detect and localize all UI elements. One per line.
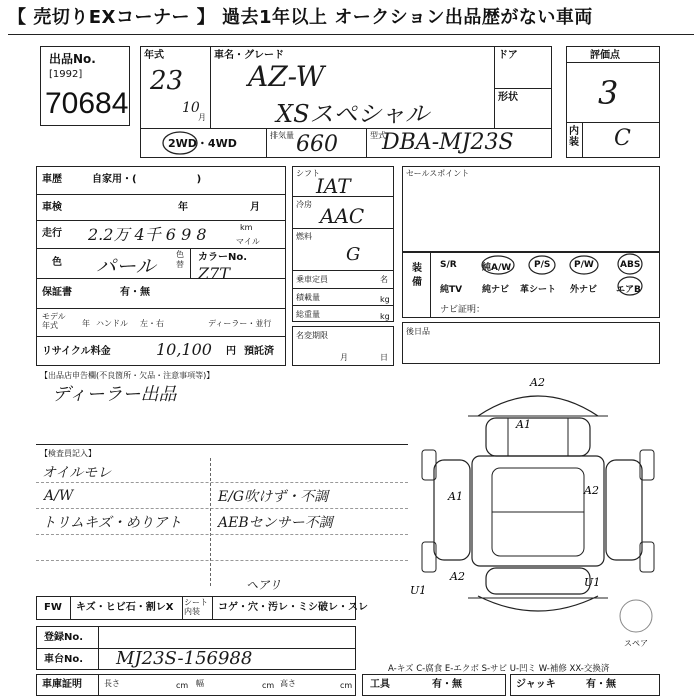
mileage-value: 2.2万 4千 6 9 8 xyxy=(88,225,207,244)
score-label: 評価点 xyxy=(590,50,620,61)
capacity-unit: 名 xyxy=(380,275,388,284)
warranty-label: 保証書 xyxy=(42,287,72,298)
damage-legend: A-キズ C-腐食 E-エクボ S-サビ U-凹ミ W-補修 XX-交換済 xyxy=(388,664,610,674)
mark-a2-top: A2 xyxy=(530,376,545,389)
color-value: パール xyxy=(96,254,156,278)
fuel-label: 燃料 xyxy=(296,232,312,241)
interior-value: C xyxy=(614,126,631,151)
equip-pw: P/W xyxy=(574,260,594,270)
chassis-label: 車台No. xyxy=(44,654,84,665)
car-diagram xyxy=(408,376,668,638)
length-cm: cm xyxy=(176,681,189,690)
year-label: 年式 xyxy=(144,50,164,61)
mileage-km: km xyxy=(240,223,253,232)
width-cm: cm xyxy=(262,681,275,690)
inspection-label: 車検 xyxy=(42,202,62,213)
inspector-line-2: A/W xyxy=(44,488,74,504)
tools-label: 工具 xyxy=(370,679,390,690)
equip-leather: 革シート xyxy=(520,285,557,295)
jack-label: ジャッキ xyxy=(516,679,556,690)
height-label: 高さ xyxy=(280,679,296,688)
color-code-value: Z7T xyxy=(198,264,230,283)
page-title: 【 売切りEXコーナー 】 過去1年以上 オークション出品歴がない車両 xyxy=(8,7,593,28)
model-year-label: モデル年式 xyxy=(42,312,66,330)
year-value: 23 xyxy=(150,66,184,96)
jack-options: 有・無 xyxy=(586,679,616,690)
name-change-label: 名変期限 xyxy=(296,331,328,340)
type-label: 型式 xyxy=(370,131,386,140)
history-options: 自家用・( ) xyxy=(92,174,202,185)
history-label: 車歴 xyxy=(42,174,62,185)
name-change-month: 月 xyxy=(340,353,348,362)
inspector-above-legend: ヘアリ xyxy=(246,578,282,592)
recycle-note: 預託済 xyxy=(244,346,274,357)
inspection-year-unit: 年 xyxy=(178,202,188,213)
drive-circle-icon xyxy=(160,128,200,158)
chassis-value: MJ23S-156988 xyxy=(116,648,253,669)
mark-u1-left: U1 xyxy=(410,584,427,597)
height-cm: cm xyxy=(340,681,353,690)
weight-label: 総重量 xyxy=(296,310,320,319)
tools-options: 有・無 xyxy=(432,679,462,690)
door-label: ドア xyxy=(498,50,518,61)
color-code-label: カラーNo. xyxy=(198,252,248,263)
load-label: 積載量 xyxy=(296,293,320,302)
length-label: 長さ xyxy=(104,679,120,688)
lot-code: [1992] xyxy=(49,69,83,80)
shape-label: 形状 xyxy=(498,92,518,103)
displacement-value: 660 xyxy=(296,132,338,157)
seat-items: コゲ・穴・汚レ・ミシ破レ・スレ xyxy=(218,602,368,613)
inspector-label: 【検査員記入】 xyxy=(40,449,96,458)
sales-point-label: セールスポイント xyxy=(406,169,470,178)
equip-ext-navi: 外ナビ xyxy=(570,285,598,295)
equip-tv: 純TV xyxy=(440,285,463,295)
inspector-line-3: トリムキズ・めりアト xyxy=(42,515,182,531)
recycle-unit: 円 xyxy=(226,346,236,357)
dealer-label: ディーラー・並行 xyxy=(208,319,272,328)
shift-label: シフト xyxy=(296,169,320,178)
registration-label: 登録No. xyxy=(44,632,84,643)
capacity-label: 乗車定員 xyxy=(296,275,328,284)
displacement-label: 排気量 xyxy=(270,131,294,140)
mileage-mile: マイル xyxy=(236,237,260,246)
seller-notes-label: 【出品店申告欄(不良箇所・欠品・注意事項等)】 xyxy=(40,371,215,380)
equip-sunroof: S/R xyxy=(440,260,457,270)
model-year-unit: 年 xyxy=(82,319,90,328)
paint-label: 色替 xyxy=(176,250,184,269)
inspector-line-5: AEBセンサー不調 xyxy=(218,515,333,531)
year-month: 10 xyxy=(182,100,200,116)
load-unit: kg xyxy=(380,295,390,304)
lot-label: 出品No. xyxy=(49,52,96,66)
mileage-label: 走行 xyxy=(42,228,62,239)
drive-options: 2WD・4WD xyxy=(168,137,237,150)
recycle-label: リサイクル料金 xyxy=(42,346,111,357)
model-name: AZ-W xyxy=(248,60,325,93)
warranty-options: 有・無 xyxy=(120,287,150,298)
shift-value: IAT xyxy=(316,174,351,198)
inspector-line-4: E/G吹けず・不調 xyxy=(218,489,329,505)
aircon-value: AAC xyxy=(320,204,365,228)
equip-ps: P/S xyxy=(534,260,551,270)
mark-a1-left: A1 xyxy=(448,490,463,503)
weight-unit: kg xyxy=(380,312,390,321)
garage-cert-label: 車庫証明 xyxy=(42,679,82,690)
color-label: 色 xyxy=(52,257,62,268)
inspection-month-unit: 月 xyxy=(250,202,260,213)
spare-label: スペア xyxy=(624,639,648,648)
mark-u1-right: U1 xyxy=(584,576,601,589)
fw-items: キズ・ヒビ石・割レX xyxy=(76,602,174,613)
equip-airbag: エアB xyxy=(616,285,641,295)
mark-a1-hood: A1 xyxy=(516,418,531,431)
name-change-day: 日 xyxy=(380,353,388,362)
handle-options: 左・右 xyxy=(140,319,164,328)
width-label: 幅 xyxy=(196,679,204,688)
aircon-label: 冷房 xyxy=(296,200,312,209)
seller-notes-text: ディーラー出品 xyxy=(52,384,177,405)
model-label: 車名・グレード xyxy=(214,50,284,61)
mark-a2-rear: A2 xyxy=(450,570,465,583)
fuel-value: G xyxy=(346,244,361,265)
seat-label: シート内装 xyxy=(184,598,208,616)
fw-label: FW xyxy=(44,602,62,613)
type-value: DBA-MJ23S xyxy=(382,130,514,155)
interior-label: 内装 xyxy=(569,126,579,148)
inspector-line-1: オイルモレ xyxy=(42,465,112,481)
equip-alloy: 純A/W xyxy=(482,263,512,273)
lot-number-box xyxy=(40,46,130,126)
recycle-value: 10,100 xyxy=(156,340,212,359)
delivery-box xyxy=(402,322,660,364)
mark-a2-right: A2 xyxy=(584,484,599,497)
equipment-label: 装備 xyxy=(412,263,422,288)
navi-cert-label: ナビ証明： xyxy=(440,305,486,315)
lot-number: 70684 xyxy=(45,87,129,120)
handle-label: ハンドル xyxy=(96,319,128,328)
score-value: 3 xyxy=(598,74,619,112)
equip-navi: 純ナビ xyxy=(482,285,510,295)
month-unit: 月 xyxy=(198,113,206,122)
model-grade: XSスペシャル xyxy=(276,100,430,128)
equipment-circles-icon xyxy=(470,248,650,300)
delivery-label: 後日品 xyxy=(406,327,430,336)
equip-abs: ABS xyxy=(620,260,641,270)
